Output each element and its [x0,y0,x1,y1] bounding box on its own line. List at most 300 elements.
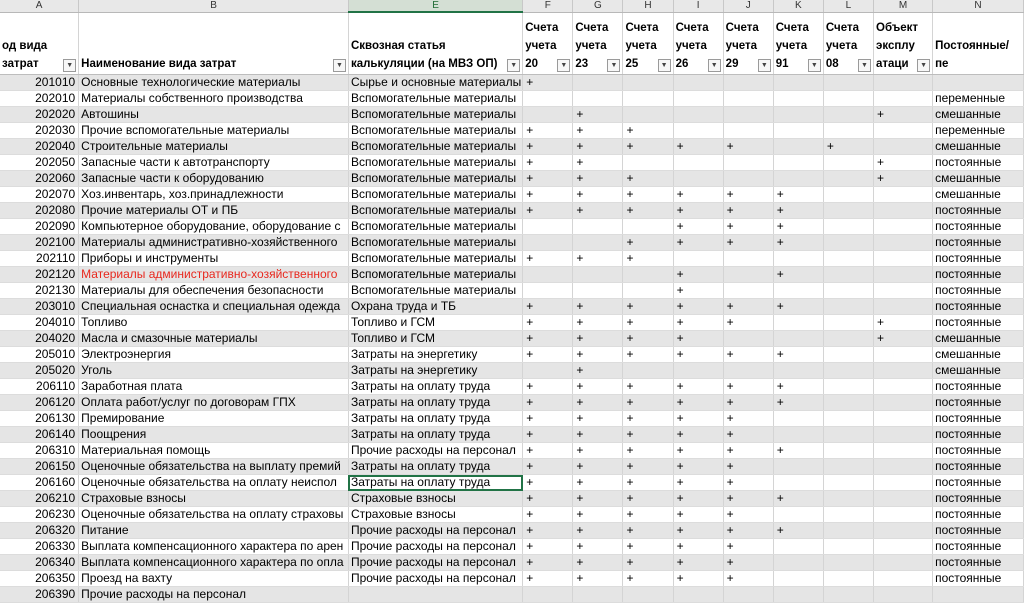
cell-article[interactable]: Затраты на оплату труда [348,459,522,475]
cell-col-k[interactable]: + [773,203,823,219]
cell-name[interactable]: Страховые взносы [79,491,349,507]
cell-col-i[interactable] [673,171,723,187]
cell-col-n[interactable]: постоянные [933,555,1024,571]
cell-col-m[interactable] [874,299,933,315]
cell-col-l[interactable] [823,267,873,283]
cell-col-f[interactable] [523,267,573,283]
cell-col-f[interactable]: + [523,139,573,155]
cell-code[interactable]: 201010 [0,75,79,91]
cell-article[interactable]: Затраты на оплату труда [348,395,522,411]
cell-name[interactable]: Заработная плата [79,379,349,395]
field-header-e[interactable] [348,12,522,75]
cell-col-h[interactable] [623,363,673,379]
cell-name[interactable]: Питание [79,523,349,539]
cell-name[interactable]: Оценочные обязательства на выплату премий [79,459,349,475]
cell-col-h[interactable]: + [623,523,673,539]
cell-col-g[interactable]: + [573,395,623,411]
cell-col-l[interactable] [823,107,873,123]
cell-col-n[interactable]: постоянные [933,571,1024,587]
cell-col-j[interactable]: + [723,491,773,507]
cell-col-n[interactable]: переменные [933,91,1024,107]
filter-dropdown-icon[interactable]: ▼ [708,59,721,72]
cell-col-f[interactable] [523,587,573,603]
cell-col-k[interactable]: + [773,379,823,395]
cell-col-f[interactable] [523,91,573,107]
cell-col-f[interactable] [523,283,573,299]
cell-article[interactable]: Затраты на оплату труда [348,427,522,443]
cell-col-m[interactable]: + [874,107,933,123]
cell-code[interactable]: 206150 [0,459,79,475]
cell-col-l[interactable] [823,491,873,507]
cell-col-m[interactable] [874,347,933,363]
cell-col-l[interactable] [823,187,873,203]
cell-col-f[interactable]: + [523,427,573,443]
column-header-a[interactable]: A [0,0,79,12]
cell-article[interactable]: Прочие расходы на персонал [348,555,522,571]
cell-col-g[interactable]: + [573,443,623,459]
cell-code[interactable]: 202040 [0,139,79,155]
cell-article[interactable]: Вспомогательные материалы [348,123,522,139]
cell-col-k[interactable]: + [773,443,823,459]
column-header-i[interactable]: I [673,0,723,12]
cell-col-j[interactable]: + [723,187,773,203]
cell-col-k[interactable] [773,475,823,491]
cell-col-n[interactable]: постоянные [933,219,1024,235]
cell-col-i[interactable]: + [673,395,723,411]
cell-col-i[interactable]: + [673,347,723,363]
cell-col-g[interactable]: + [573,251,623,267]
cell-col-k[interactable] [773,107,823,123]
cell-col-n[interactable]: постоянные [933,315,1024,331]
cell-name[interactable]: Прочие расходы на персонал [79,587,349,603]
cell-article[interactable]: Сырье и основные материалы [348,75,522,91]
column-header-n[interactable]: N [933,0,1024,12]
cell-col-n[interactable]: смешанные [933,139,1024,155]
column-header-h[interactable]: H [623,0,673,12]
cell-col-m[interactable] [874,507,933,523]
cell-col-g[interactable]: + [573,411,623,427]
cell-col-i[interactable]: + [673,299,723,315]
cell-col-k[interactable] [773,75,823,91]
cell-col-l[interactable] [823,427,873,443]
cell-col-i[interactable]: + [673,203,723,219]
cell-code[interactable]: 202090 [0,219,79,235]
cell-col-l[interactable] [823,331,873,347]
cell-article[interactable]: Прочие расходы на персонал [348,523,522,539]
cell-col-h[interactable]: + [623,379,673,395]
cell-col-k[interactable]: + [773,347,823,363]
cell-col-j[interactable]: + [723,203,773,219]
cell-col-f[interactable] [523,235,573,251]
cell-col-h[interactable] [623,267,673,283]
cell-col-h[interactable]: + [623,123,673,139]
cell-col-g[interactable]: + [573,203,623,219]
cell-col-k[interactable]: + [773,491,823,507]
cell-code[interactable]: 202120 [0,267,79,283]
cell-col-i[interactable] [673,107,723,123]
column-header-k[interactable]: K [773,0,823,12]
cell-col-f[interactable]: + [523,571,573,587]
cell-col-j[interactable]: + [723,315,773,331]
cell-article[interactable]: Вспомогательные материалы [348,203,522,219]
cell-name[interactable]: Автошины [79,107,349,123]
cell-col-i[interactable]: + [673,507,723,523]
cell-col-l[interactable] [823,235,873,251]
cell-col-l[interactable] [823,283,873,299]
cell-code[interactable]: 202020 [0,107,79,123]
cell-col-m[interactable] [874,283,933,299]
cell-col-l[interactable] [823,539,873,555]
cell-col-i[interactable] [673,75,723,91]
cell-col-g[interactable]: + [573,427,623,443]
cell-col-g[interactable]: + [573,155,623,171]
cell-article[interactable]: Затраты на энергетику [348,363,522,379]
cell-article[interactable]: Прочие расходы на персонал [348,443,522,459]
cell-name[interactable]: Материальная помощь [79,443,349,459]
cell-col-m[interactable] [874,491,933,507]
filter-dropdown-icon[interactable]: ▼ [63,59,76,72]
cell-col-n[interactable]: постоянные [933,411,1024,427]
cell-article[interactable]: Вспомогательные материалы [348,219,522,235]
cell-col-n[interactable]: постоянные [933,379,1024,395]
field-header-k[interactable] [773,12,823,75]
cell-code[interactable]: 206230 [0,507,79,523]
cell-col-j[interactable]: + [723,475,773,491]
cell-col-h[interactable]: + [623,395,673,411]
column-header-e[interactable]: E [348,0,522,12]
cell-name[interactable]: Материалы для обеспечения безопасности [79,283,349,299]
cell-col-h[interactable]: + [623,443,673,459]
cell-code[interactable]: 206350 [0,571,79,587]
cell-col-g[interactable]: + [573,459,623,475]
cell-article[interactable]: Вспомогательные материалы [348,235,522,251]
cell-article[interactable]: Вспомогательные материалы [348,251,522,267]
cell-name[interactable]: Проезд на вахту [79,571,349,587]
cell-col-n[interactable]: смешанные [933,347,1024,363]
cell-col-k[interactable] [773,555,823,571]
cell-col-l[interactable] [823,411,873,427]
cell-col-g[interactable]: + [573,347,623,363]
cell-col-k[interactable] [773,331,823,347]
cell-col-j[interactable]: + [723,379,773,395]
cell-col-l[interactable] [823,299,873,315]
cell-col-j[interactable]: + [723,299,773,315]
cell-code[interactable]: 205010 [0,347,79,363]
cell-code[interactable]: 206140 [0,427,79,443]
cell-name[interactable]: Специальная оснастка и специальная одежда [79,299,349,315]
filter-dropdown-icon[interactable]: ▼ [607,59,620,72]
cell-name[interactable]: Запасные части к автотранспорту [79,155,349,171]
cell-col-m[interactable] [874,587,933,603]
cell-col-f[interactable]: + [523,443,573,459]
cell-name[interactable]: Строительные материалы [79,139,349,155]
cell-col-f[interactable]: + [523,459,573,475]
cell-col-h[interactable] [623,155,673,171]
cell-col-k[interactable] [773,155,823,171]
cell-col-l[interactable] [823,315,873,331]
cell-col-f[interactable]: + [523,475,573,491]
cell-col-i[interactable]: + [673,411,723,427]
cell-col-m[interactable] [874,363,933,379]
cell-col-k[interactable]: + [773,267,823,283]
cell-article[interactable]: Прочие расходы на персонал [348,571,522,587]
cell-col-n[interactable]: смешанные [933,107,1024,123]
cell-col-g[interactable] [573,283,623,299]
cell-col-k[interactable]: + [773,299,823,315]
cell-col-k[interactable] [773,91,823,107]
cell-col-k[interactable] [773,507,823,523]
cell-col-j[interactable]: + [723,395,773,411]
cell-col-h[interactable] [623,107,673,123]
cell-col-l[interactable] [823,555,873,571]
cell-col-f[interactable]: + [523,539,573,555]
cell-col-m[interactable] [874,203,933,219]
cell-col-n[interactable]: постоянные [933,299,1024,315]
cell-name[interactable]: Выплата компенсационного характера по опла [79,555,349,571]
cell-col-f[interactable]: + [523,347,573,363]
cell-col-g[interactable]: + [573,523,623,539]
cell-code[interactable]: 202030 [0,123,79,139]
cell-article[interactable]: Затраты на оплату труда [348,379,522,395]
cell-col-i[interactable]: + [673,139,723,155]
cell-col-m[interactable]: + [874,171,933,187]
cell-col-g[interactable] [573,587,623,603]
filter-dropdown-icon[interactable]: ▼ [917,59,930,72]
filter-dropdown-icon[interactable]: ▼ [333,59,346,72]
cell-col-g[interactable]: + [573,475,623,491]
cell-col-h[interactable]: + [623,203,673,219]
cell-name[interactable]: Прочие материалы ОТ и ПБ [79,203,349,219]
cell-col-n[interactable]: смешанные [933,187,1024,203]
cell-col-h[interactable]: + [623,427,673,443]
cell-name[interactable]: Запасные части к оборудованию [79,171,349,187]
cell-code[interactable]: 202130 [0,283,79,299]
cell-col-j[interactable]: + [723,347,773,363]
cell-col-j[interactable] [723,587,773,603]
cell-article[interactable]: Вспомогательные материалы [348,187,522,203]
cell-article[interactable]: Затраты на оплату труда [348,475,522,491]
cell-col-i[interactable]: + [673,459,723,475]
cell-col-g[interactable]: + [573,315,623,331]
cell-col-m[interactable] [874,91,933,107]
cell-col-m[interactable] [874,443,933,459]
cell-col-n[interactable]: постоянные [933,203,1024,219]
cell-code[interactable]: 206320 [0,523,79,539]
cell-name[interactable]: Компьютерное оборудование, оборудование с [79,219,349,235]
cell-col-j[interactable]: + [723,443,773,459]
cell-code[interactable]: 206120 [0,395,79,411]
cell-col-m[interactable] [874,571,933,587]
cell-col-k[interactable] [773,139,823,155]
column-header-b[interactable]: B [79,0,349,12]
cell-col-k[interactable] [773,251,823,267]
cell-col-j[interactable] [723,251,773,267]
field-header-a[interactable] [0,12,79,75]
cell-col-n[interactable]: постоянные [933,395,1024,411]
cell-col-f[interactable]: + [523,187,573,203]
cell-col-m[interactable] [874,75,933,91]
cell-col-j[interactable] [723,123,773,139]
cell-article[interactable]: Вспомогательные материалы [348,139,522,155]
cell-col-n[interactable] [933,75,1024,91]
cell-col-f[interactable]: + [523,315,573,331]
cell-col-j[interactable] [723,267,773,283]
cell-article[interactable]: Топливо и ГСМ [348,315,522,331]
cell-col-j[interactable] [723,75,773,91]
cell-col-l[interactable] [823,459,873,475]
cell-col-h[interactable]: + [623,299,673,315]
cell-code[interactable]: 202100 [0,235,79,251]
cell-article[interactable]: Вспомогательные материалы [348,171,522,187]
cell-col-n[interactable]: постоянные [933,459,1024,475]
cell-col-g[interactable] [573,235,623,251]
cell-col-j[interactable] [723,331,773,347]
cell-col-h[interactable] [623,91,673,107]
cell-col-h[interactable]: + [623,139,673,155]
cell-col-k[interactable] [773,571,823,587]
cell-name[interactable]: Выплата компенсационного характера по арен [79,539,349,555]
field-header-n[interactable] [933,12,1024,75]
cell-col-g[interactable]: + [573,539,623,555]
cell-col-l[interactable] [823,219,873,235]
cell-name[interactable]: Премирование [79,411,349,427]
cell-col-n[interactable]: постоянные [933,475,1024,491]
cell-col-j[interactable]: + [723,427,773,443]
field-header-f[interactable] [523,12,573,75]
cell-col-h[interactable]: + [623,507,673,523]
cell-col-l[interactable] [823,75,873,91]
cell-col-f[interactable]: + [523,251,573,267]
cell-col-n[interactable]: смешанные [933,331,1024,347]
cell-col-f[interactable]: + [523,411,573,427]
column-header-g[interactable]: G [573,0,623,12]
cell-col-j[interactable]: + [723,459,773,475]
filter-dropdown-icon[interactable]: ▼ [658,59,671,72]
cell-name[interactable]: Материалы административно-хозяйственного [79,267,349,283]
filter-dropdown-icon[interactable]: ▼ [808,59,821,72]
cell-col-m[interactable]: + [874,315,933,331]
cell-col-m[interactable] [874,475,933,491]
cell-name[interactable]: Приборы и инструменты [79,251,349,267]
cell-col-i[interactable]: + [673,331,723,347]
cell-col-i[interactable]: + [673,427,723,443]
cell-col-f[interactable] [523,219,573,235]
cell-col-f[interactable]: + [523,203,573,219]
cell-name[interactable]: Масла и смазочные материалы [79,331,349,347]
cell-col-h[interactable]: + [623,331,673,347]
column-header-m[interactable]: M [874,0,933,12]
cell-col-i[interactable]: + [673,379,723,395]
cell-code[interactable]: 202050 [0,155,79,171]
cell-col-k[interactable] [773,587,823,603]
cell-col-g[interactable]: + [573,107,623,123]
cell-col-f[interactable]: + [523,379,573,395]
cell-col-k[interactable]: + [773,219,823,235]
cell-col-m[interactable] [874,555,933,571]
cell-col-f[interactable]: + [523,123,573,139]
cell-name[interactable]: Электроэнергия [79,347,349,363]
cell-col-h[interactable]: + [623,539,673,555]
cell-name[interactable]: Оценочные обязательства на оплату неиспол [79,475,349,491]
column-header-f[interactable]: F [523,0,573,12]
cell-col-h[interactable]: + [623,411,673,427]
cell-name[interactable]: Оценочные обязательства на оплату страховы [79,507,349,523]
cell-col-n[interactable] [933,587,1024,603]
cell-col-m[interactable] [874,219,933,235]
cell-col-i[interactable]: + [673,475,723,491]
cell-col-n[interactable]: постоянные [933,507,1024,523]
cell-col-k[interactable]: + [773,395,823,411]
cell-col-i[interactable] [673,251,723,267]
field-header-i[interactable] [673,12,723,75]
cell-name[interactable]: Хоз.инвентарь, хоз.принадлежности [79,187,349,203]
cell-col-l[interactable] [823,523,873,539]
cell-col-g[interactable] [573,267,623,283]
cell-code[interactable]: 206110 [0,379,79,395]
cell-col-h[interactable]: + [623,555,673,571]
cell-col-m[interactable] [874,251,933,267]
cell-col-j[interactable]: + [723,555,773,571]
cell-col-h[interactable] [623,219,673,235]
cell-col-h[interactable]: + [623,187,673,203]
cell-col-j[interactable] [723,107,773,123]
cell-code[interactable]: 206160 [0,475,79,491]
cell-col-f[interactable] [523,363,573,379]
field-header-j[interactable] [723,12,773,75]
cell-col-f[interactable]: + [523,395,573,411]
cell-col-n[interactable]: постоянные [933,443,1024,459]
cell-col-h[interactable]: + [623,459,673,475]
cell-col-k[interactable] [773,123,823,139]
cell-col-m[interactable] [874,235,933,251]
cell-col-n[interactable]: постоянные [933,283,1024,299]
field-header-h[interactable] [623,12,673,75]
cell-col-l[interactable] [823,155,873,171]
cell-col-n[interactable]: смешанные [933,363,1024,379]
cell-col-f[interactable]: + [523,507,573,523]
cell-col-n[interactable]: постоянные [933,251,1024,267]
cell-col-i[interactable] [673,587,723,603]
cell-col-l[interactable] [823,475,873,491]
cell-name[interactable]: Поощрения [79,427,349,443]
cell-col-j[interactable]: + [723,523,773,539]
cell-col-l[interactable]: + [823,139,873,155]
cell-col-m[interactable]: + [874,331,933,347]
cell-col-j[interactable] [723,155,773,171]
cell-col-g[interactable]: + [573,363,623,379]
cell-col-i[interactable] [673,91,723,107]
cell-col-f[interactable]: + [523,299,573,315]
cell-code[interactable]: 202080 [0,203,79,219]
cell-col-j[interactable]: + [723,235,773,251]
cell-col-h[interactable]: + [623,475,673,491]
cell-col-m[interactable] [874,379,933,395]
cell-col-g[interactable]: + [573,123,623,139]
cell-col-i[interactable]: + [673,539,723,555]
cell-col-h[interactable]: + [623,171,673,187]
cell-col-i[interactable]: + [673,315,723,331]
cell-article[interactable]: Вспомогательные материалы [348,155,522,171]
cell-col-j[interactable]: + [723,139,773,155]
cell-col-k[interactable]: + [773,235,823,251]
cell-col-g[interactable]: + [573,571,623,587]
cell-name[interactable]: Прочие вспомогательные материалы [79,123,349,139]
cell-col-i[interactable]: + [673,267,723,283]
cell-col-k[interactable] [773,315,823,331]
filter-dropdown-icon[interactable]: ▼ [557,59,570,72]
cell-col-m[interactable] [874,187,933,203]
cell-col-g[interactable] [573,91,623,107]
